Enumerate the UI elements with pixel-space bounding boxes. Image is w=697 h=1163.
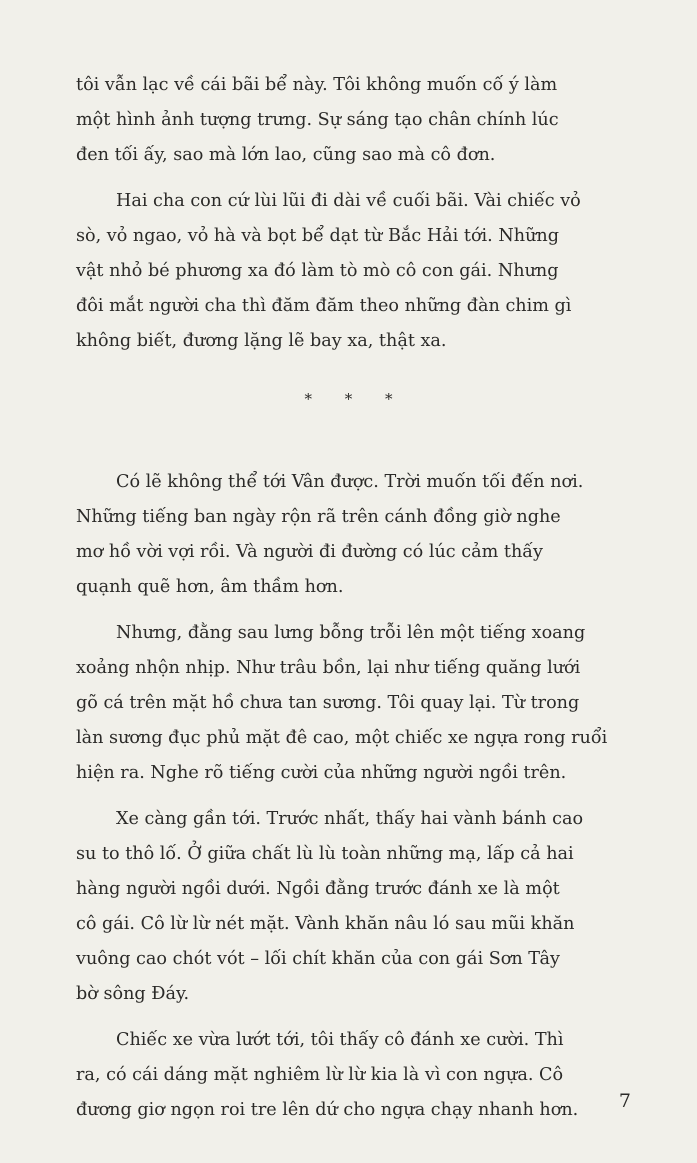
text-line: mơ hồ vời vợi rồi. Và người đi đường có lúc cảm thấy bbox=[76, 542, 543, 562]
paragraph bbox=[76, 68, 632, 173]
text-line: vật nhỏ bé phương xa đó làm tò mò cô con gái. Nhưng bbox=[76, 261, 559, 281]
text-line: su to thô lố. Ở giữa chất lù lù toàn những mạ, lấp cả hai bbox=[76, 844, 574, 864]
paragraph bbox=[76, 465, 632, 605]
text-line: hàng người ngồi dưới. Ngồi đằng trước đánh xe là một bbox=[76, 879, 560, 899]
text-line: Nhưng, đằng sau lưng bỗng trỗi lên một tiếng xoang bbox=[116, 623, 586, 643]
text-line: Xe càng gần tới. Trước nhất, thấy hai vành bánh cao bbox=[116, 809, 584, 829]
text-line: sò, vỏ ngao, vỏ hà và bọt bể dạt từ Bắc Hải tới. Những bbox=[76, 226, 559, 246]
text-line: vuông cao chót vót – lối chít khăn của con gái Sơn Tây bbox=[76, 949, 560, 969]
page-number: 7 bbox=[618, 1090, 631, 1112]
text-line: một hình ảnh tượng trưng. Sự sáng tạo chân chính lúc bbox=[76, 110, 559, 130]
section-separator: * * * bbox=[304, 390, 407, 408]
text-line: quạnh quẽ hơn, âm thầm hơn. bbox=[76, 577, 344, 597]
paragraph bbox=[76, 184, 632, 359]
text-line: đôi mắt người cha thì đăm đăm theo những đàn chim gì bbox=[76, 296, 572, 316]
paragraph bbox=[76, 616, 632, 791]
text-line: Có lẽ không thể tới Vân được. Trời muốn tối đến nơi. bbox=[116, 472, 584, 492]
text-line: gõ cá trên mặt hồ chưa tan sương. Tôi quay lại. Từ trong bbox=[76, 693, 580, 713]
text-line: Những tiếng ban ngày rộn rã trên cánh đồng giờ nghe bbox=[76, 507, 561, 527]
section-2-text bbox=[76, 465, 632, 1128]
text-line: hiện ra. Nghe rõ tiếng cười của những người ngồi trên. bbox=[76, 763, 567, 783]
text-line: tôi vẫn lạc về cái bãi bể này. Tôi không muốn cố ý làm bbox=[76, 75, 558, 95]
text-line: Hai cha con cứ lùi lũi đi dài về cuối bãi. Vài chiếc vỏ bbox=[116, 191, 581, 211]
paragraph bbox=[76, 802, 632, 1012]
text-line: xoảng nhộn nhịp. Như trâu bồn, lại như tiếng quăng lưới bbox=[76, 658, 581, 678]
section-1-text bbox=[76, 68, 632, 359]
text-line: Chiếc xe vừa lướt tới, tôi thấy cô đánh xe cười. Thì bbox=[116, 1030, 564, 1050]
text-line: đương giơ ngọn roi tre lên dứ cho ngựa chạy nhanh hơn. bbox=[76, 1100, 579, 1120]
text-line: không biết, đương lặng lẽ bay xa, thật xa. bbox=[76, 331, 447, 351]
text-line: đen tối ấy, sao mà lớn lao, cũng sao mà cô đơn. bbox=[76, 145, 496, 165]
text-line: ra, có cái dáng mặt nghiêm lừ lừ kia là vì con ngựa. Cô bbox=[76, 1065, 564, 1085]
text-line: cô gái. Cô lừ lừ nét mặt. Vành khăn nâu ló sau mũi khăn bbox=[76, 914, 575, 934]
paragraph bbox=[76, 1023, 632, 1128]
text-line: làn sương đục phủ mặt đê cao, một chiếc xe ngựa rong ruổi bbox=[76, 728, 608, 748]
text-line: bờ sông Đáy. bbox=[76, 984, 190, 1004]
